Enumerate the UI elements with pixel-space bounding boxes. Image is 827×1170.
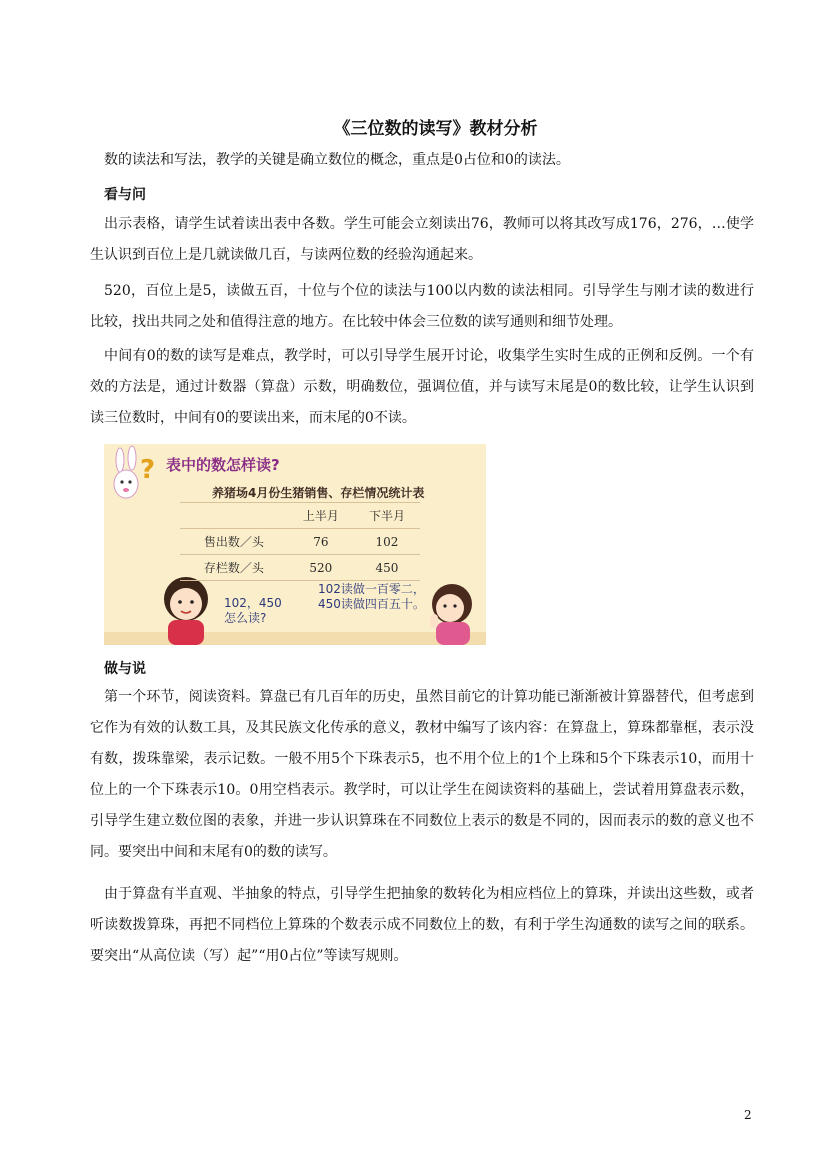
table-header-cell bbox=[180, 503, 288, 529]
section-heading-do-say: 做与说 bbox=[104, 661, 146, 677]
table-header-cell: 上半月 bbox=[288, 503, 354, 529]
table-row bbox=[180, 555, 420, 581]
question-mark-icon: ? bbox=[140, 455, 156, 485]
paragraph-3: 中间有0的数的读写是难点，教学时，可以引导学生展开讨论，收集学生实时生成的正例和反例。一个有效的方法是，通过计数器（算盘）示数，明确数位，强调位值，并与读写末尾是0的数比较，让学生认识到读三位数时，中间有0的要读出来，而末尾的0不读。 bbox=[90, 348, 754, 426]
table-cell: 450 bbox=[354, 555, 420, 581]
bubble-line: 450读做四百五十。 bbox=[318, 597, 425, 611]
table-header-cell: 下半月 bbox=[354, 503, 420, 529]
table-cell: 存栏数／头 bbox=[180, 555, 288, 581]
stats-table bbox=[180, 502, 420, 581]
paragraph-1: 出示表格，请学生试着读出表中各数。学生可能会立刻读出76，教师可以将其改写成176，276，…使学生认识到百位上是几就读做几百，与读两位数的经验沟通起来。 bbox=[90, 216, 754, 263]
table-title: 养猪场4月份生猪销售、存栏情况统计表 bbox=[212, 486, 425, 500]
table-cell: 76 bbox=[288, 529, 354, 555]
speech-bubble-left bbox=[224, 596, 282, 626]
table-cell: 售出数／头 bbox=[180, 529, 288, 555]
paragraph-2: 520，百位上是5，读做五百，十位与个位的读法与100以内数的读法相同。引导学生与刚才读的数进行比较，找出共同之处和值得注意的地方。在比较中体会三位数的读写通则和细节处理。 bbox=[90, 283, 754, 330]
paragraph-5: 由于算盘有半直观、半抽象的特点，引导学生把抽象的数转化为相应档位上的算珠，并读出这些数，或者听读数拨算珠，再把不同档位上算珠的个数表示成不同数位上的数，有利于学生沟通数的读写之间的联系。要突出“从高位读（写）起”“用0占位”等读写规则。 bbox=[90, 886, 754, 964]
girl-left-icon bbox=[164, 577, 208, 645]
table-header-row bbox=[180, 503, 420, 529]
textbook-figure bbox=[104, 444, 486, 645]
paragraph-4: 第一个环节，阅读资料。算盘已有几百年的历史，虽然目前它的计算功能已渐渐被计算器替代，但考虑到它作为有效的认数工具，及其民族文化传承的意义，教材中编写了该内容：在算盘上，算珠都靠框，表示没有数，拨珠靠梁，表示记数。一般不用5个下珠表示5，也不用个位上的1个上珠和5个下珠表示10，而用十位上的一个下珠表示10。0用空档表示。教学时，可以让学生在阅读资料的基础上，尝试着用算盘表示数，引导学生建立数位图的表象，并进一步认识算珠在不同数位上表示的数是不同的，因而表示的数的意义也不同。要突出中间和末尾有0的数的读写。 bbox=[90, 689, 754, 860]
bubble-line: 102，450 bbox=[224, 596, 282, 610]
page-title: 《三位数的读写》教材分析 bbox=[333, 119, 538, 139]
table-row bbox=[180, 529, 420, 555]
table-cell: 102 bbox=[354, 529, 420, 555]
bunny-icon bbox=[114, 446, 138, 498]
section-heading-look-ask: 看与问 bbox=[104, 187, 146, 203]
bubble-line: 怎么读? bbox=[224, 611, 267, 625]
table-cell: 520 bbox=[288, 555, 354, 581]
figure-question: 表中的数怎样读? bbox=[166, 456, 280, 474]
page-number: 2 bbox=[744, 1108, 752, 1122]
bubble-line: 102读做一百零二， bbox=[318, 582, 425, 596]
speech-bubble-right bbox=[318, 582, 425, 612]
girl-right-icon bbox=[430, 584, 472, 645]
intro-paragraph: 数的读法和写法，教学的关键是确立数位的概念，重点是0占位和0的读法。 bbox=[104, 152, 570, 168]
